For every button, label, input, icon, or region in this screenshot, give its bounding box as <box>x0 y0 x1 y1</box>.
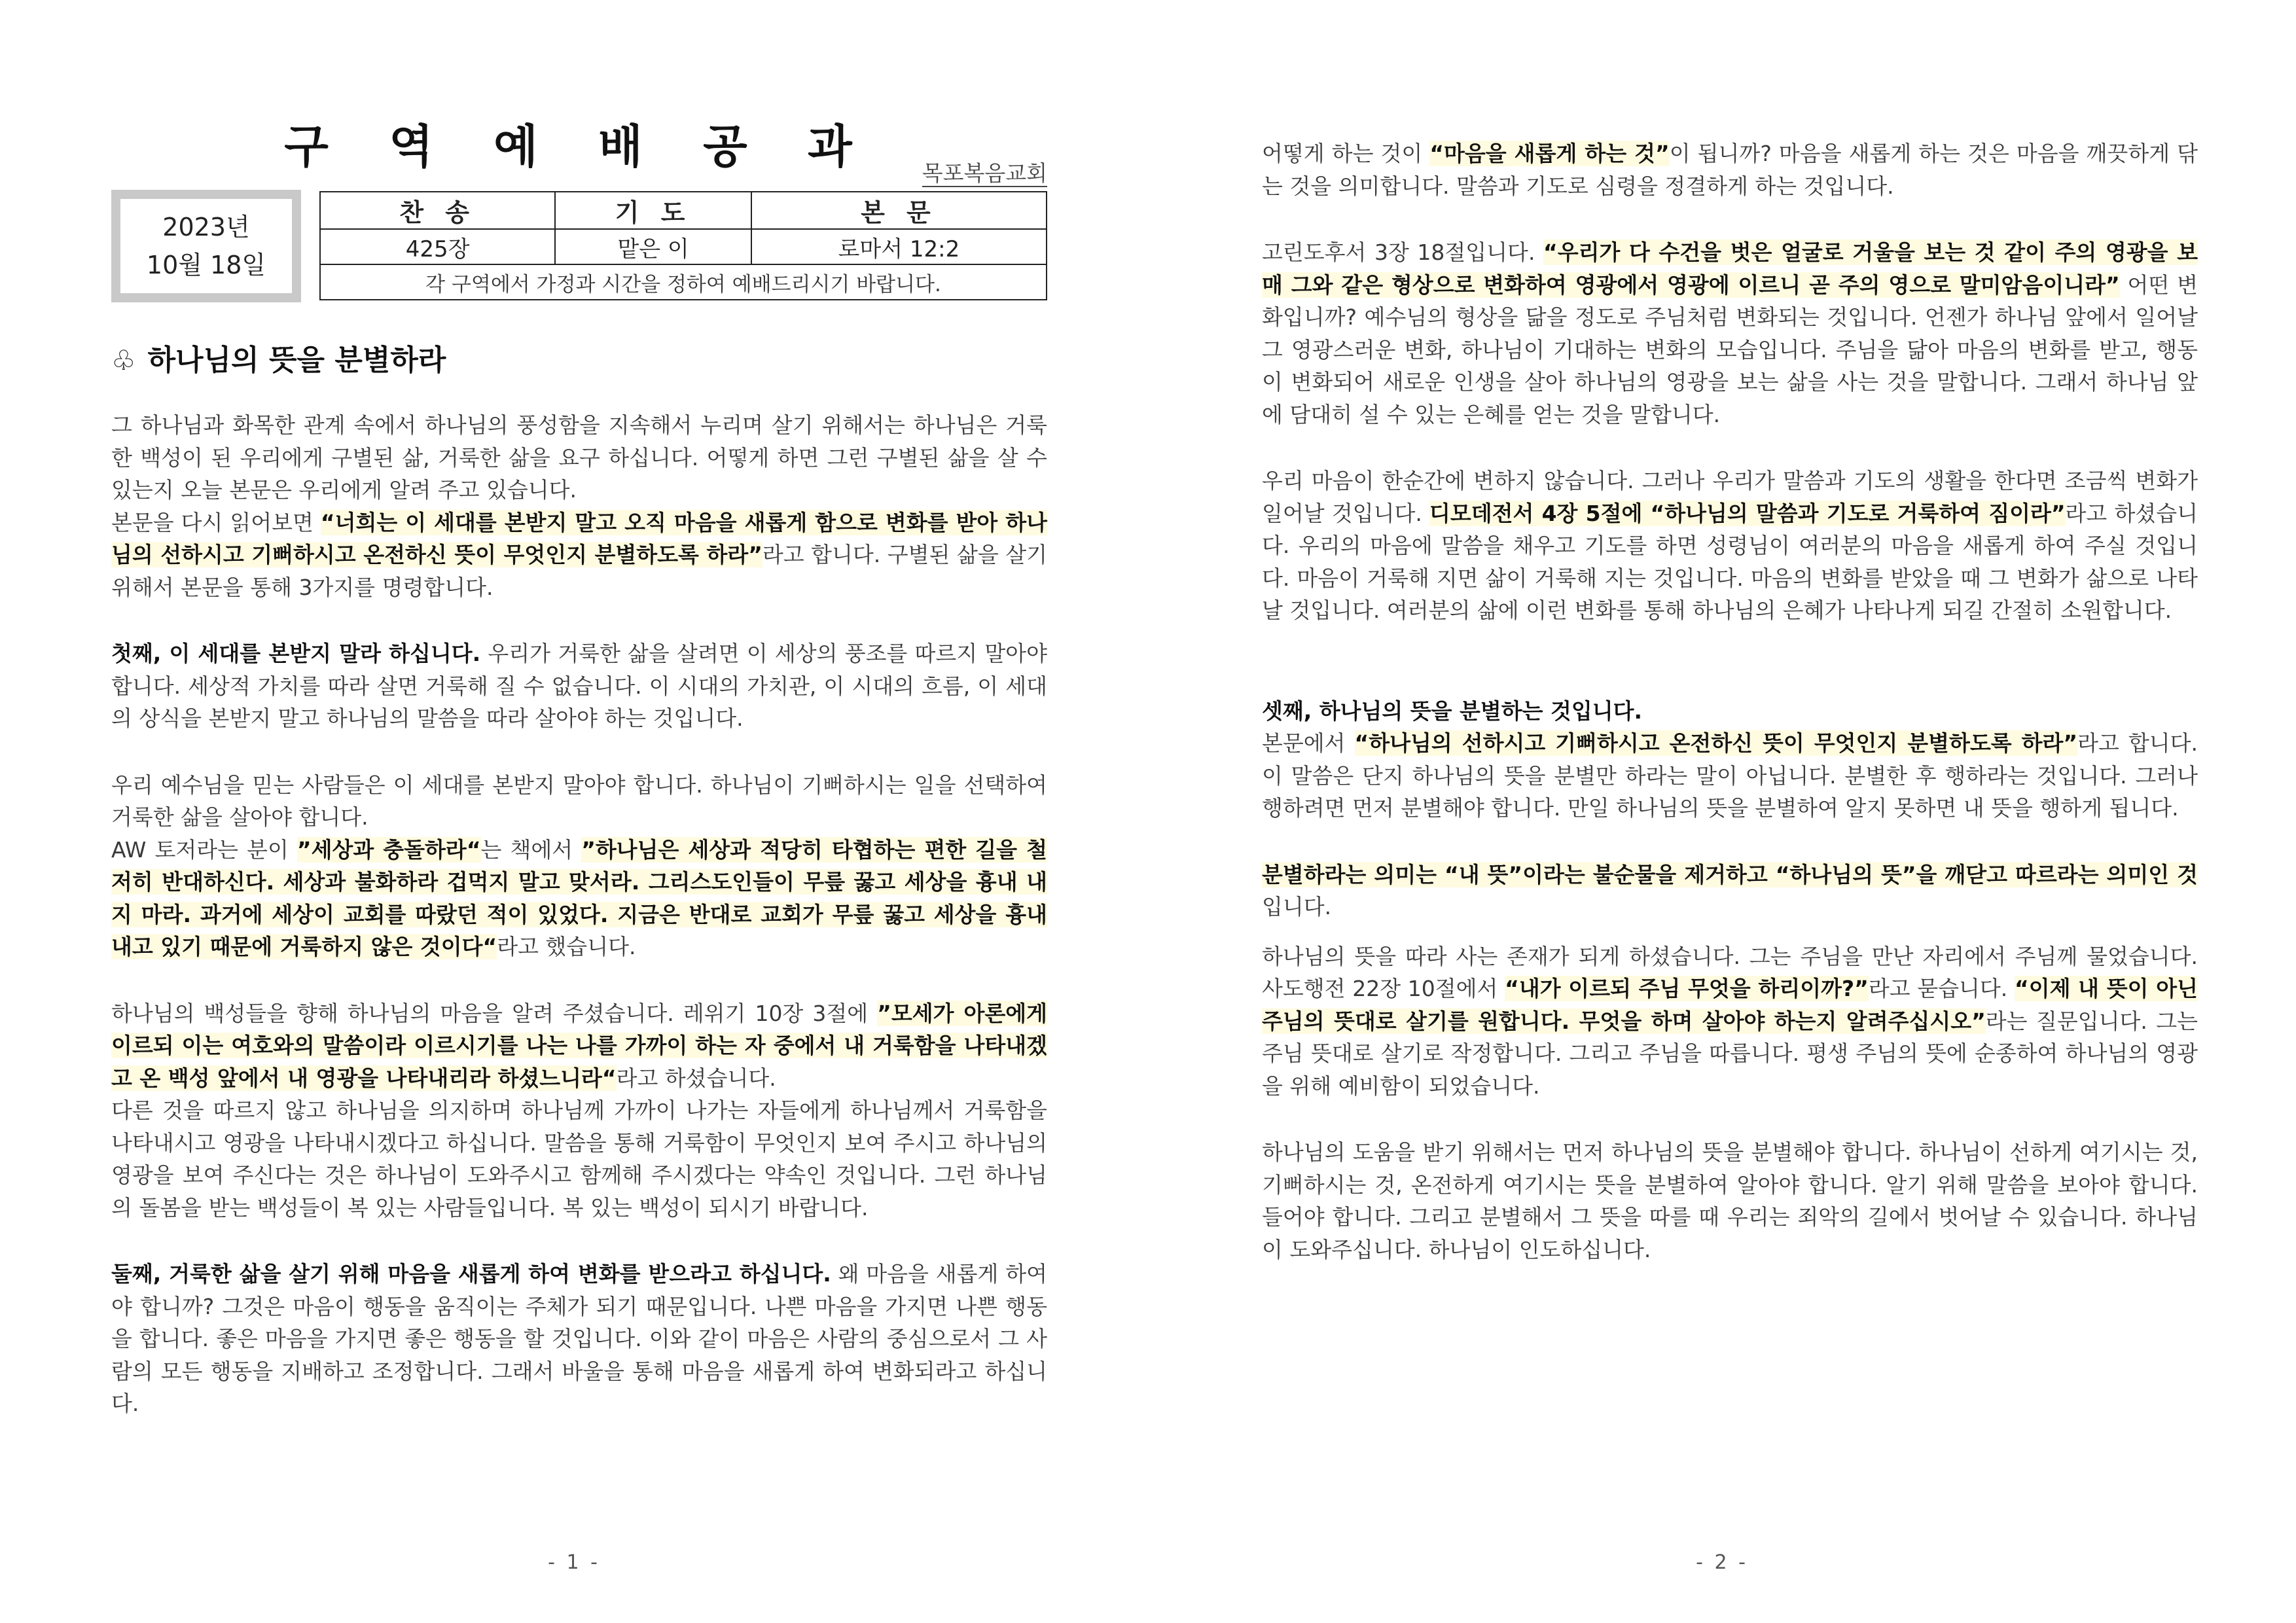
text: 라고 합니다. 이 말씀은 단지 하나님의 뜻을 분별만 하라는 말이 아닙니다. 분별한 후 행하라는 것입니다. 그러나 행하려면 먼저 분별해야 합니다. 만일 하나님의 뜻을 분별하여 알지 못하면 내 뜻을 행하게 됩니다. <box>1262 730 2198 821</box>
text: 입니다. <box>1262 894 1332 919</box>
paragraph <box>1262 940 2198 1103</box>
text: 고린도후서 3장 18절입니다. <box>1262 240 1544 265</box>
text: 본문을 다시 읽어보면 <box>111 509 321 535</box>
info-value-row <box>320 229 1047 264</box>
point-heading-3: 셋째, 하나님의 뜻을 분별하는 것입니다. <box>1262 698 1643 724</box>
paragraph <box>111 997 1047 1095</box>
quote: ”하나님은 세상과 적당히 타협하는 편한 길을 철저히 반대하신다. 세상과 불화하라 겁먹지 말고 맞서라. 그리스도인들이 무릎 꿇고 세상을 흉내 내지 마라. 과거에 세상이 교회를 따랐던 적이 있었다. 지금은 반대로 교회가 무릎 꿇고 세상을 흉내 내고 있기 때문에 거룩하지 않은 것이다“ <box>111 836 1048 959</box>
text: 우리가 거룩한 삶을 살려면 이 세상의 풍조를 따르지 말아야 합니다. 세상적 가치를 따라 살면 거룩해 질 수 없습니다. 이 시대의 가치관, 이 시대의 흐름, 이 세대의 상식을 본받지 말고 하나님의 말씀을 따라 살아야 하는 것입니다. <box>111 641 1048 731</box>
paragraph <box>111 637 1047 735</box>
text: 우리 마음이 한순간에 변하지 않습니다. 그러나 우리가 말씀과 기도의 생활을 한다면 조금씩 변화가 일어날 것입니다. <box>1262 468 2198 526</box>
page-number: - 2 - <box>1696 1551 1748 1574</box>
quote: “마음을 새롭게 하는 것” <box>1429 141 1670 166</box>
quote: “이제 내 뜻이 아닌 주님의 뜻대로 살기를 원합니다. 무엇을 하며 살아야 하는지 알려주십시오” <box>1262 976 2198 1034</box>
sermon-title-text: 하나님의 뜻을 분별하라 <box>147 344 446 377</box>
paragraph: 다른 것을 따르지 않고 하나님을 의지하며 하나님께 가까이 나가는 자들에게 하나님께서 거룩함을 나타내시고 영광을 나타내시겠다고 하십니다. 말씀을 통해 거룩함이 무엇인지 보여 주시고 하나님의 영광을 보여 주신다는 것은 하나님이 도와주시고 함께해 주시겠다는 약속인 것입니다. 그런 하나님의 돌봄을 받는 백성들이 복 있는 사람들입니다. 복 있는 백성이 되시기 바랍니다. <box>111 1097 1047 1221</box>
church-name: 목포복음교회 <box>922 160 1047 186</box>
text: 라고 하셨습니다. <box>616 1065 776 1091</box>
text: 본문에서 <box>1262 730 1355 756</box>
text: 라고 했습니다. <box>497 934 636 959</box>
emphasis: 분별하라는 의미는 “내 뜻”이라는 불순물을 제거하고 “하나님의 뜻”을 깨닫고 따르라는 의미인 것 <box>1262 861 2198 887</box>
text: 어떻게 하는 것이 <box>1262 141 1430 166</box>
text: 라고 합니다. 구별된 삶을 살기 위해서 본문을 통해 3가지를 명령합니다. <box>111 542 1047 600</box>
scripture-quote: ”모세가 아론에게 이르되 이는 여호와의 말씀이라 이르시기를 나는 나를 가까이 하는 자 중에서 내 거룩함을 나타내겠고 온 백성 앞에서 내 영광을 나타내리라 하셨느니라“ <box>111 1000 1048 1091</box>
scripture-quote: “하나님의 선하시고 기뻐하시고 온전하신 뜻이 무엇인지 분별하도록 하라” <box>1354 730 2078 756</box>
date-box-inner <box>120 199 292 293</box>
header-hymn: 찬 송 <box>320 192 555 229</box>
scripture-quote: “너희는 이 세대를 본받지 말고 오직 마음을 새롭게 함으로 변화를 받아 하나님의 선하시고 기뻐하시고 온전하신 뜻이 무엇인지 분별하도록 하라” <box>111 509 1047 567</box>
paragraph <box>1262 236 2198 431</box>
page-1-body <box>111 409 1047 1420</box>
paragraph <box>111 1258 1047 1420</box>
info-note: 각 구역에서 가정과 시간을 정하여 예배드리시기 바랍니다. <box>320 264 1047 300</box>
text: 하나님의 뜻을 따라 사는 존재가 되게 하셨습니다. 그는 주님을 만난 자리에서 주님께 물었습니다. 사도행전 22장 10절에서 <box>1262 943 2198 1001</box>
paragraph: 하나님의 도움을 받기 위해서는 먼저 하나님의 뜻을 분별해야 합니다. 하나님이 선하게 여기시는 것, 기뻐하시는 것, 온전하게 여기시는 뜻을 분별하여 알아야 합니다. 알기 위해 말씀을 보아야 합니다. 들어야 합니다. 그리고 분별해서 그 뜻을 따를 때 우리는 죄악의 길에서 벗어날 수 있습니다. 하나님이 도와주십니다. 하나님이 인도하십니다. <box>1262 1139 2198 1262</box>
info-header-row <box>320 192 1047 229</box>
document-title: 구 역 예 배 공 과 <box>284 120 874 173</box>
scripture-value: 로마서 12:2 <box>751 229 1047 264</box>
page-number: - 1 - <box>548 1551 600 1574</box>
text: 라고 묻습니다. <box>1868 976 2015 1001</box>
hymn-value: 425장 <box>320 229 555 264</box>
paragraph <box>1262 727 2198 825</box>
scripture-quote: “내가 이르되 주님 무엇을 하리이까?” <box>1505 976 1869 1001</box>
text: AW 토저라는 분이 <box>111 836 297 863</box>
worship-info-table <box>319 191 1047 300</box>
text: 어떤 변화입니까? 예수님의 형상을 닮을 정도로 주님처럼 변화되는 것입니다. 언젠가 하나님 앞에서 일어날 그 영광스러운 변화, 하나님이 기대하는 변화의 모습입니다. 주님을 닮아 마음의 변화를 받고, 행동이 변화되어 새로운 인생을 살아 하나님의 영광을 보는 삶을 사는 것을 말합니다. 그래서 하나님 앞에 담대히 설 수 있는 은혜를 얻는 것을 말합니다. <box>1262 272 2198 427</box>
point-heading-1: 첫째, 이 세대를 본받지 말라 하십니다. <box>111 641 481 666</box>
paragraph <box>111 507 1047 604</box>
paragraph: 우리 예수님을 믿는 사람들은 이 세대를 본받지 말아야 합니다. 하나님이 기뻐하시는 일을 선택하여 거룩한 삶을 살아야 합니다. <box>111 772 1047 830</box>
paragraph <box>1262 137 2198 202</box>
club-icon: ♧ <box>111 344 136 376</box>
paragraph <box>111 834 1047 963</box>
scripture-quote: “우리가 다 수건을 벗은 얼굴로 거울을 보는 것 같이 주의 영광을 보매 그와 같은 형상으로 변화하여 영광에서 영광에 이르니 곧 주의 영으로 말미암음이니라” <box>1262 240 2198 298</box>
date-box <box>111 190 301 302</box>
page-2 <box>1148 0 2296 1623</box>
header-scripture: 본 문 <box>751 192 1047 229</box>
scripture-quote: 디모데전서 4장 5절에 “하나님의 말씀과 기도로 거룩하여 짐이라” <box>1429 500 2066 526</box>
point-heading-2: 둘째, 거룩한 삶을 살기 위해 마음을 새롭게 하여 변화를 받으라고 하십니다. <box>111 1261 831 1287</box>
info-note-row <box>320 264 1047 300</box>
text: 왜 마음을 새롭게 하여야 합니까? 그것은 마음이 행동을 움직이는 주체가 되기 때문입니다. 나쁜 마음을 가지면 나쁜 행동을 합니다. 좋은 마음을 가지면 좋은 행동을 할 것입니다. 이와 같이 마음은 사람의 중심으로서 그 사람의 모든 행동을 지배하고 조정합니다. 그래서 바울을 통해 마음을 새롭게 하여 변화되라고 하십니다. <box>111 1261 1047 1416</box>
header-prayer: 기 도 <box>555 192 751 229</box>
book-title: ”세상과 충돌하라“ <box>296 836 481 863</box>
paragraph <box>1262 695 2198 728</box>
text: 라고 하셨습니다. 우리의 마음에 말씀을 채우고 기도를 하면 성령님이 여러분의 마음을 새롭게 하여 주실 것입니다. 마음이 거룩해 지면 삶이 거룩해 지는 것입니다. 마음의 변화를 받았을 때 그 변화가 삶으로 나타날 것입니다. 여러분의 삶에 이런 변화를 통해 하나님의 은혜가 나타나게 되길 간절히 소원합니다. <box>1262 500 2198 623</box>
text: 는 책에서 <box>480 836 582 863</box>
page-2-body <box>1262 137 2198 1266</box>
text: 하나님의 백성들을 향해 하나님의 마음을 알려 주셨습니다. 레위기 10장 3절에 <box>111 1000 878 1026</box>
paragraph: 그 하나님과 화목한 관계 속에서 하나님의 풍성함을 지속해서 누리며 살기 위해서는 하나님은 거룩한 백성이 된 우리에게 구별된 삶, 거룩한 삶을 요구 하십니다. 어떻게 하면 그런 구별된 삶을 살 수 있는지 오늘 본문은 우리에게 알려 주고 있습니다. <box>111 412 1047 503</box>
sermon-title <box>111 336 446 378</box>
paragraph <box>1262 859 2198 923</box>
prayer-value: 맡은 이 <box>555 229 751 264</box>
date-day: 10월 18일 <box>146 251 266 279</box>
text: 이 됩니까? 마음을 새롭게 하는 것은 마음을 깨끗하게 닦는 것을 의미합니다. 말씀과 기도로 심령을 정결하게 하는 것입니다. <box>1262 141 2198 199</box>
text: 라는 질문입니다. 그는 주님 뜻대로 살기로 작정합니다. 그리고 주님을 따릅니다. 평생 주님의 뜻에 순종하여 하나님의 영광을 위해 예비함이 되었습니다. <box>1262 1008 2198 1099</box>
paragraph <box>1262 465 2198 627</box>
date-year: 2023년 <box>162 213 250 241</box>
